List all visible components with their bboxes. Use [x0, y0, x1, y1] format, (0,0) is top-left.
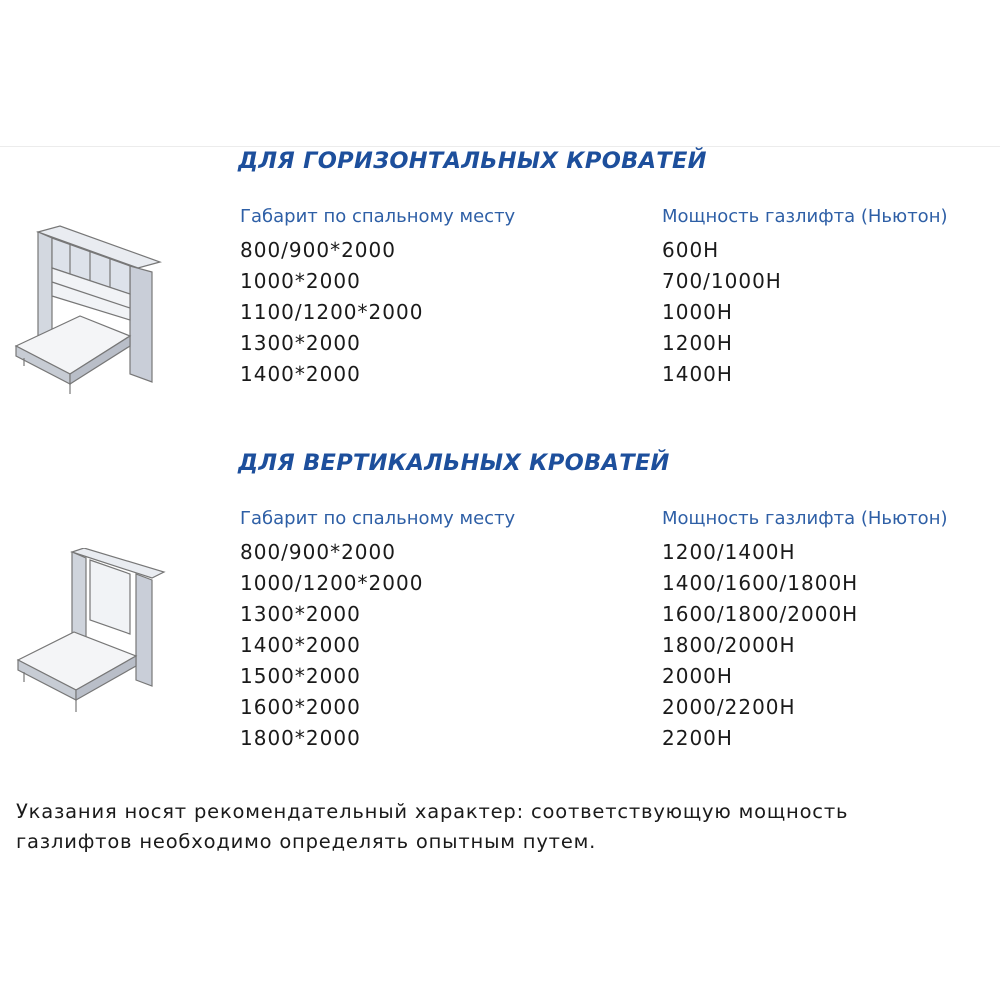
horizontal-power-header: Мощность газлифта (Ньютон) — [662, 206, 948, 227]
vertical-section-title: ДЛЯ ВЕРТИКАЛЬНЫХ КРОВАТЕЙ — [238, 450, 670, 476]
vertical-power-header: Мощность газлифта (Ньютон) — [662, 508, 948, 529]
note-line-2: газлифтов необходимо определять опытным путем. — [16, 830, 597, 853]
power-cell: 700/1000Н — [662, 269, 782, 293]
size-cell: 1600*2000 — [240, 695, 361, 719]
size-cell: 1000/1200*2000 — [240, 571, 424, 595]
power-cell: 1400/1600/1800Н — [662, 571, 859, 595]
power-cell: 1000Н — [662, 300, 733, 324]
table-row — [0, 238, 1000, 269]
power-cell: 2000Н — [662, 664, 733, 688]
table-row — [0, 664, 1000, 695]
table-row — [0, 571, 1000, 602]
power-cell: 600Н — [662, 238, 720, 262]
recommendation-note — [16, 797, 976, 857]
size-cell: 1500*2000 — [240, 664, 361, 688]
note-line-1: Указания носят рекомендательный характер: соответствующую мощность — [16, 800, 849, 823]
power-cell: 1200Н — [662, 331, 733, 355]
size-cell: 1100/1200*2000 — [240, 300, 424, 324]
top-divider — [0, 146, 1000, 147]
size-cell: 1800*2000 — [240, 726, 361, 750]
table-row — [0, 269, 1000, 300]
size-cell: 1400*2000 — [240, 633, 361, 657]
table-row — [0, 540, 1000, 571]
power-cell: 1800/2000Н — [662, 633, 796, 657]
power-cell: 1400Н — [662, 362, 733, 386]
horizontal-table — [0, 238, 1000, 393]
size-cell: 800/900*2000 — [240, 238, 396, 262]
horizontal-section-title: ДЛЯ ГОРИЗОНТАЛЬНЫХ КРОВАТЕЙ — [238, 148, 707, 174]
horizontal-size-header: Габарит по спальному месту — [240, 206, 516, 227]
size-cell: 1400*2000 — [240, 362, 361, 386]
power-cell: 2200Н — [662, 726, 733, 750]
vertical-size-header: Габарит по спальному месту — [240, 508, 516, 529]
size-cell: 1300*2000 — [240, 331, 361, 355]
table-row — [0, 726, 1000, 757]
table-row — [0, 633, 1000, 664]
power-cell: 2000/2200Н — [662, 695, 796, 719]
table-row — [0, 362, 1000, 393]
size-cell: 1000*2000 — [240, 269, 361, 293]
table-row — [0, 695, 1000, 726]
size-cell: 1300*2000 — [240, 602, 361, 626]
table-row — [0, 300, 1000, 331]
table-row — [0, 331, 1000, 362]
table-row — [0, 602, 1000, 633]
size-cell: 800/900*2000 — [240, 540, 396, 564]
vertical-table — [0, 540, 1000, 757]
power-cell: 1600/1800/2000Н — [662, 602, 859, 626]
power-cell: 1200/1400Н — [662, 540, 796, 564]
